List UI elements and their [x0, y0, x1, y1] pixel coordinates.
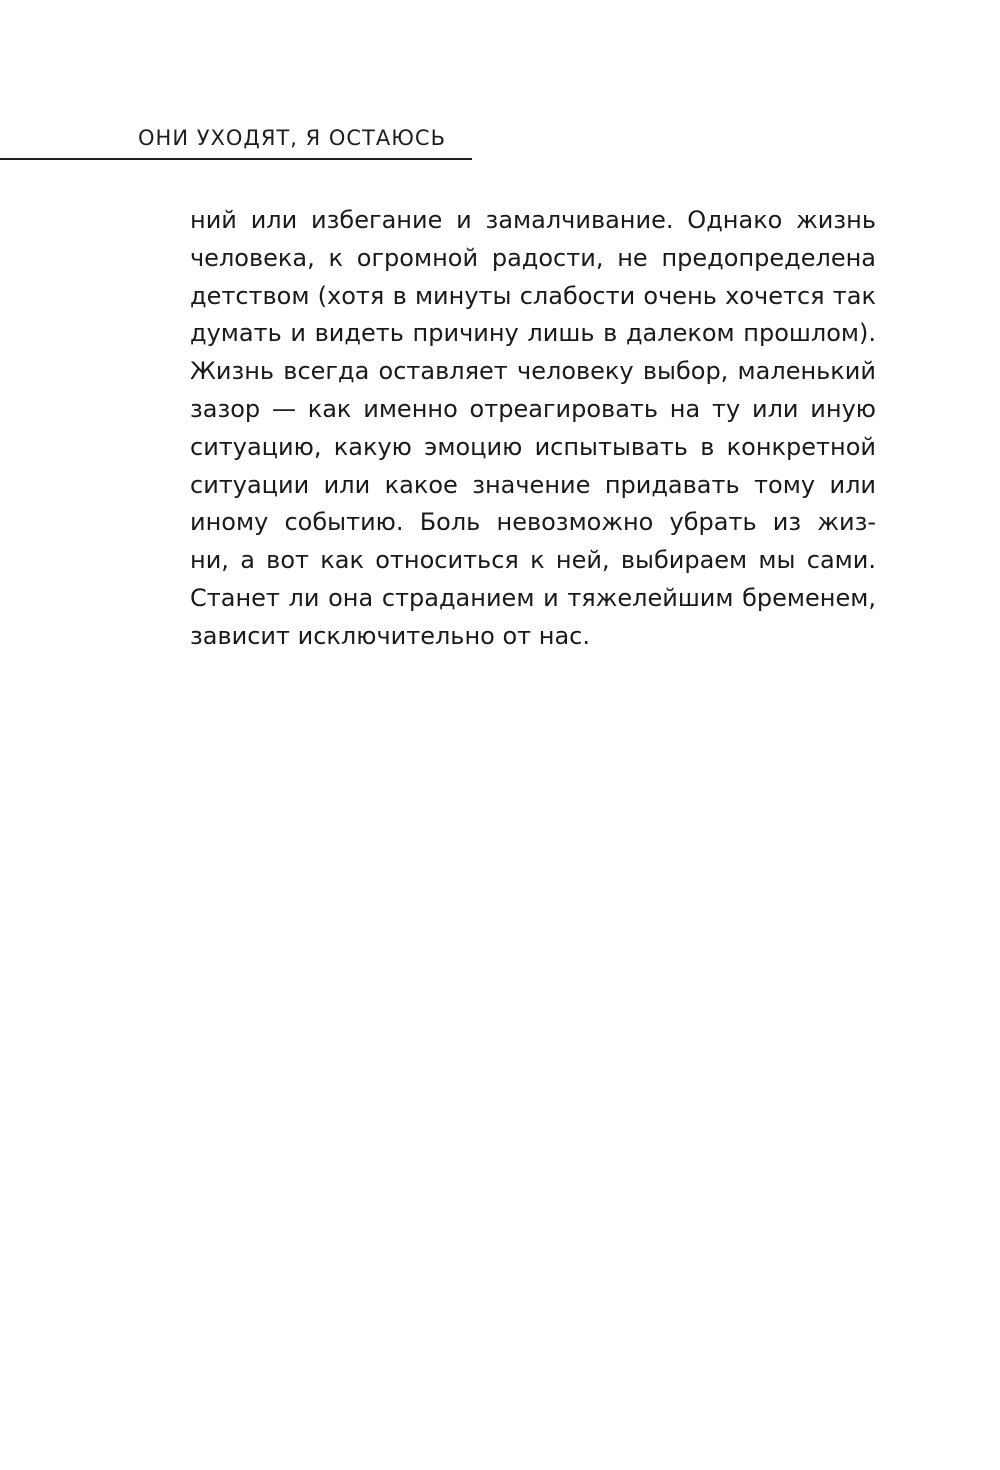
header-rule	[0, 158, 472, 160]
text-line: ни, а вот как относиться к ней, выбираем мы сами.	[190, 546, 876, 575]
text-line: зазор — как именно отреагировать на ту или иную	[190, 394, 876, 423]
text-line: ний или избегание и замалчивание. Однако жизнь	[190, 206, 876, 234]
text-line: ситуацию, какую эмоцию испытывать в конкретной	[190, 432, 876, 461]
text-line: человека, к огромной радости, не предопределена	[190, 243, 876, 272]
text-line: иному событию. Боль невозможно убрать из жиз-	[190, 508, 876, 537]
text-line: Станет ли она страданием и тяжелейшим бременем,	[190, 583, 876, 612]
text-line: детством (хотя в минуты слабости очень хочется так	[190, 281, 876, 310]
running-head-title: ОНИ УХОДЯТ, Я ОСТАЮСЬ	[138, 126, 446, 150]
text-line: ситуации или какое значение придавать тому или	[190, 470, 876, 499]
text-line: Жизнь всегда оставляет человеку выбор, маленький	[190, 357, 876, 386]
body-text-block	[190, 202, 876, 656]
text-line: думать и видеть причину лишь в далеком прошлом).	[190, 319, 876, 348]
text-line-last: зависит исключительно от нас.	[190, 621, 590, 650]
